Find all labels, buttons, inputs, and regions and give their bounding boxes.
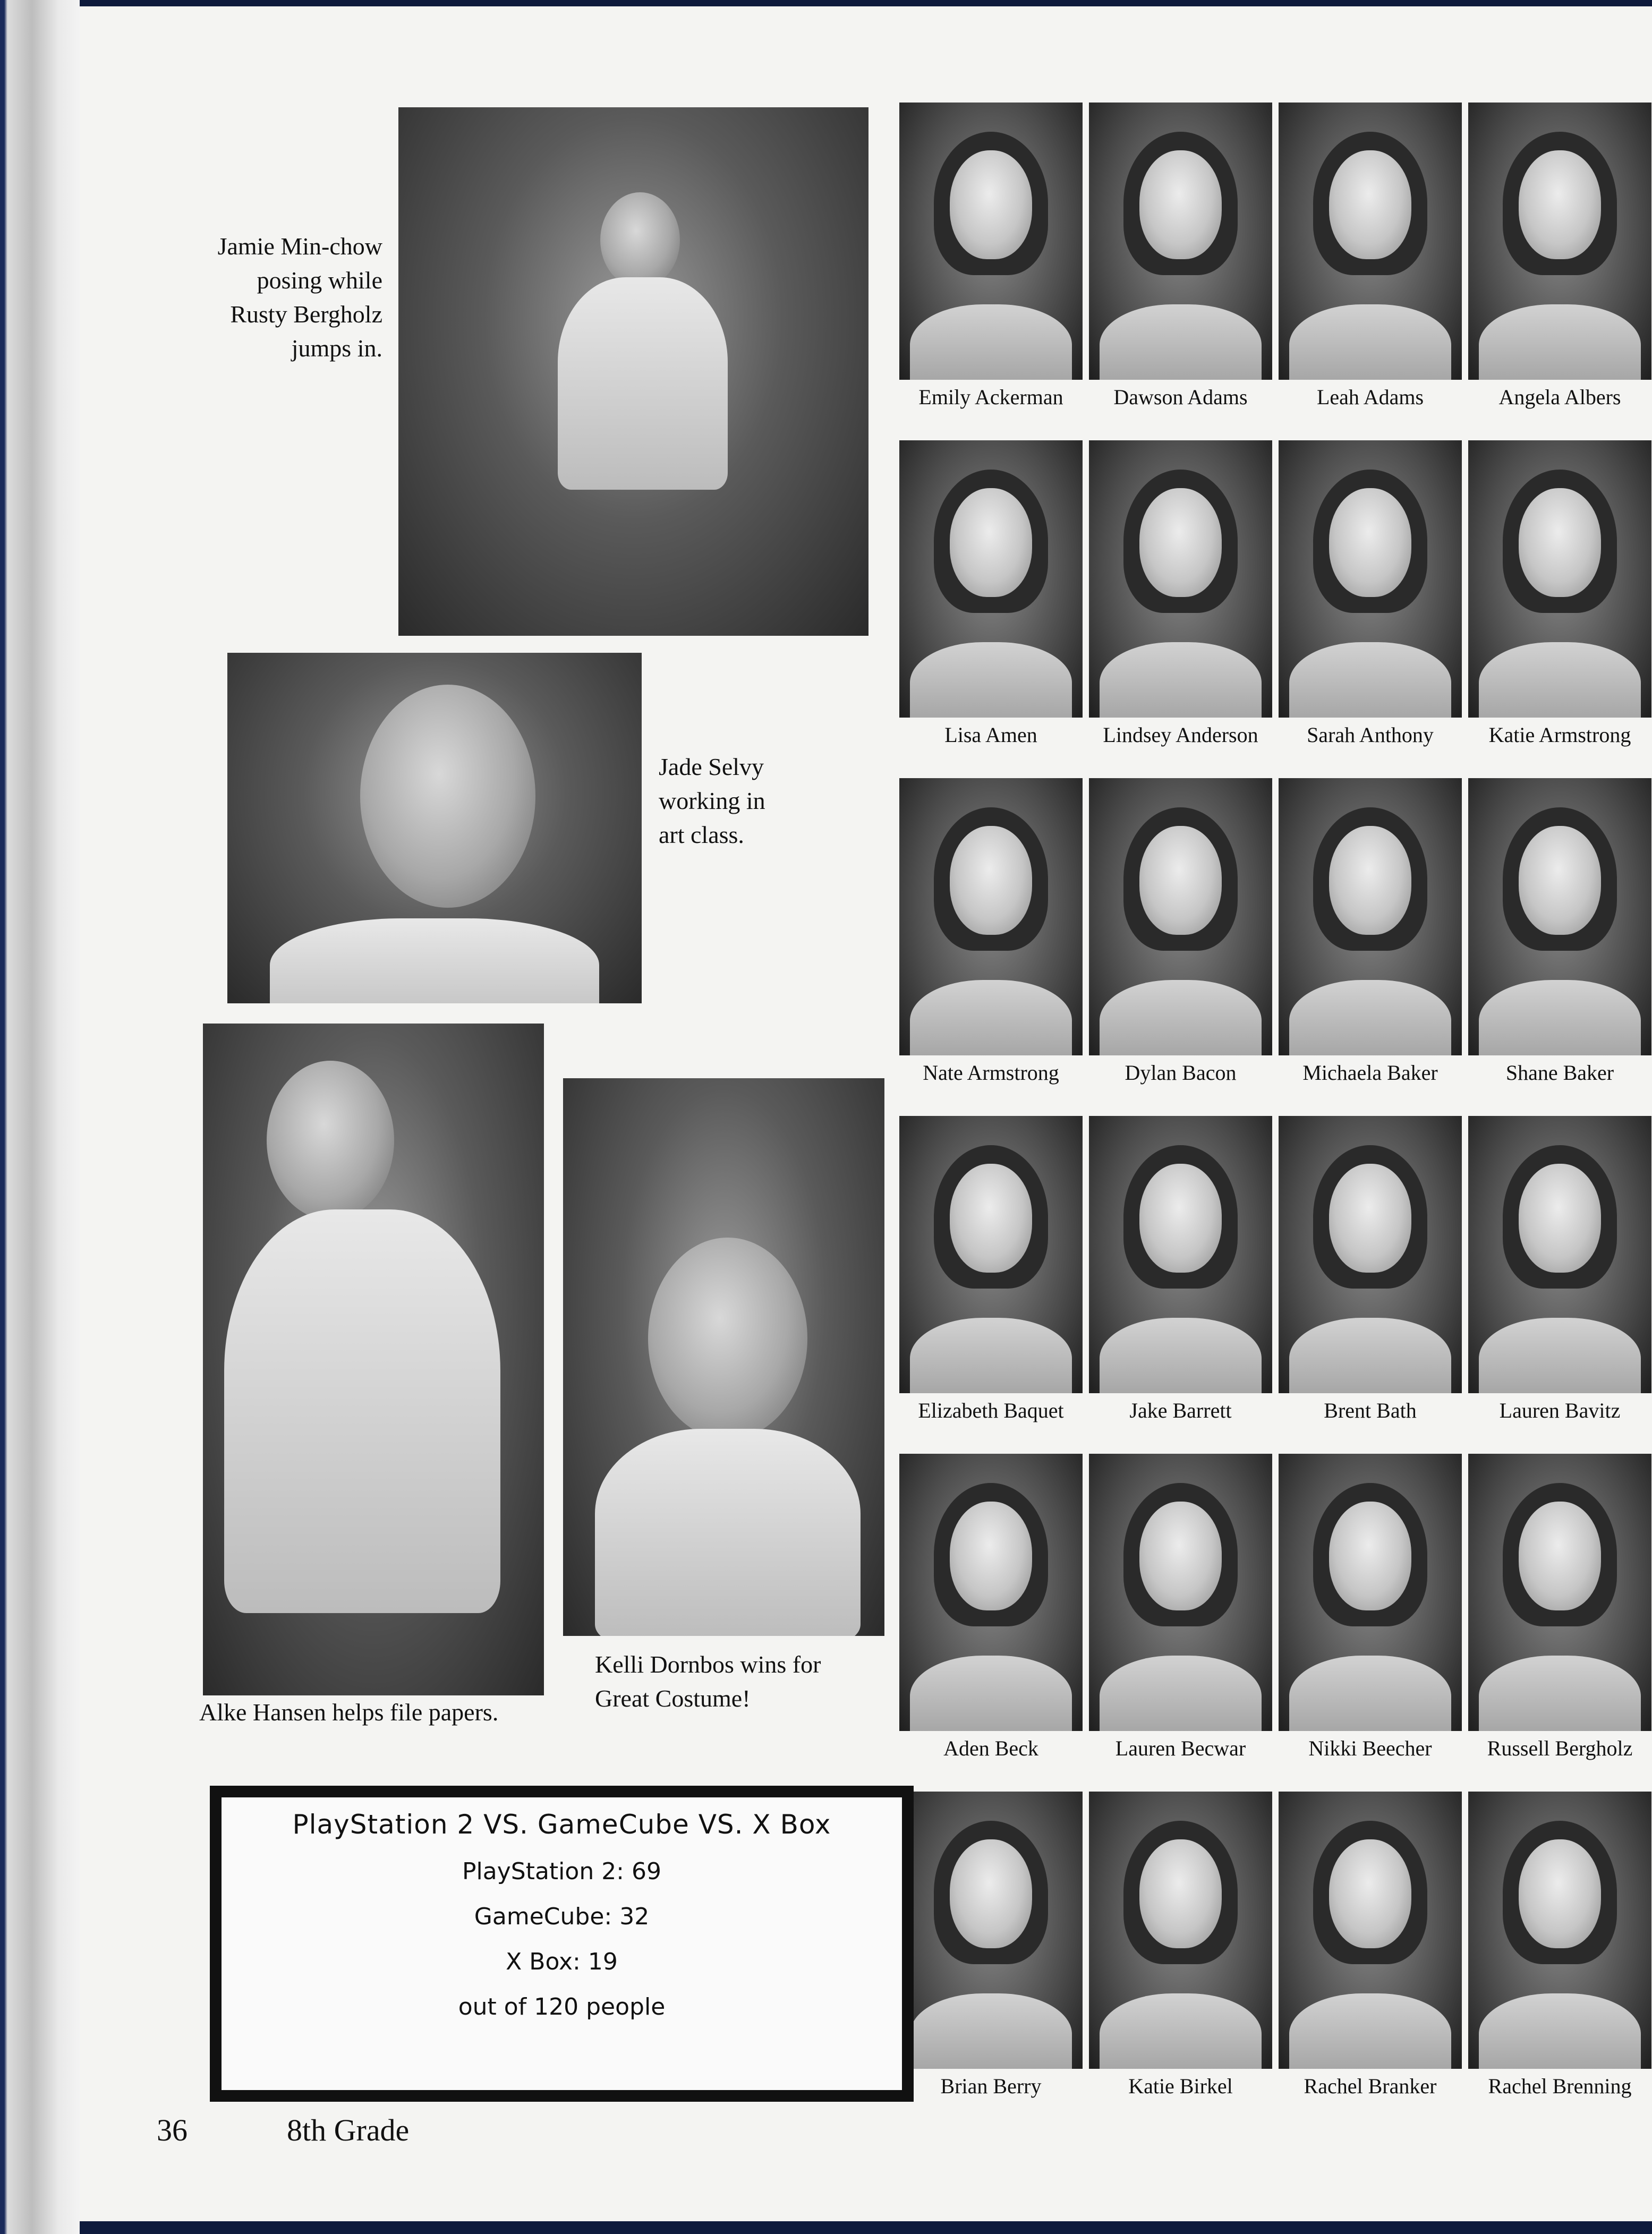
portrait-name: Lindsey Anderson: [1103, 723, 1258, 747]
page-number: 36: [157, 2113, 188, 2147]
portrait-tile: [899, 1792, 1083, 2110]
portrait-tile: [1279, 1454, 1462, 1772]
portrait-tile: [1468, 440, 1651, 759]
portrait-tile: [1468, 778, 1651, 1097]
poll-line: GameCube: 32: [474, 1903, 650, 1930]
yearbook-page: [80, 6, 1652, 2221]
portrait-photo: [1089, 778, 1272, 1055]
book-spine: [0, 0, 80, 2234]
portrait-photo: [1468, 1792, 1651, 2069]
portrait-name: Angela Albers: [1498, 385, 1621, 409]
portrait-tile: [1089, 1792, 1272, 2110]
portrait-tile: [899, 1116, 1083, 1435]
portrait-tile: [1089, 1116, 1272, 1435]
portrait-tile: [899, 778, 1083, 1097]
portrait-photo: [1279, 1454, 1462, 1731]
caption-kelli: Kelli Dornbos wins for Great Costume!: [595, 1651, 821, 1712]
portrait-photo: [1089, 1792, 1272, 2069]
portrait-tile: [1279, 440, 1462, 759]
section-title: 8th Grade: [287, 2113, 410, 2147]
portrait-tile: [1279, 1116, 1462, 1435]
poll-line: out of 120 people: [458, 1993, 666, 2020]
caption-jamie: Jamie Min-chow posing while Rusty Bergholz jumps in.: [217, 233, 382, 362]
poll-line: PlayStation 2: 69: [462, 1858, 661, 1885]
portrait-name: Michaela Baker: [1302, 1061, 1438, 1085]
portrait-photo: [1468, 103, 1651, 380]
poll-title: PlayStation 2 VS. GameCube VS. X Box: [292, 1809, 831, 1840]
portrait-tile: [1089, 440, 1272, 759]
portrait-photo: [899, 1116, 1083, 1393]
portrait-name: Dawson Adams: [1113, 385, 1248, 409]
portrait-tile: [1089, 103, 1272, 421]
portrait-name: Lauren Bavitz: [1499, 1399, 1621, 1422]
portrait-tile: [1279, 1792, 1462, 2110]
portrait-name: Lauren Becwar: [1115, 1736, 1246, 1760]
poll-box: [210, 1786, 914, 2102]
portrait-name: Emily Ackerman: [918, 385, 1063, 409]
poll-line: X Box: 19: [506, 1948, 618, 1975]
caption-jade: Jade Selvy working in art class.: [659, 753, 765, 848]
portrait-name: Elizabeth Baquet: [918, 1399, 1064, 1422]
caption-alke: Alke Hansen helps file papers.: [199, 1699, 499, 1726]
portrait-photo: [1089, 1116, 1272, 1393]
portrait-name: Brent Bath: [1324, 1399, 1417, 1422]
portrait-photo: [1279, 440, 1462, 718]
portrait-name: Leah Adams: [1316, 385, 1424, 409]
portrait-tile: [1089, 1454, 1272, 1772]
portrait-photo: [899, 1454, 1083, 1731]
photo-jamie: [398, 107, 868, 636]
portrait-name: Aden Beck: [943, 1736, 1038, 1760]
portrait-name: Nate Armstrong: [923, 1061, 1059, 1085]
portrait-name: Shane Baker: [1505, 1061, 1614, 1085]
portrait-photo: [1089, 103, 1272, 380]
portrait-tile: [1468, 1116, 1651, 1435]
portrait-name: Katie Birkel: [1128, 2074, 1233, 2098]
portrait-grid: [899, 103, 1652, 2121]
portrait-name: Dylan Bacon: [1125, 1061, 1237, 1085]
portrait-photo: [1279, 778, 1462, 1055]
portrait-photo: [899, 440, 1083, 718]
photo-kelli: [563, 1078, 884, 1636]
portrait-photo: [1279, 1116, 1462, 1393]
portrait-photo: [899, 778, 1083, 1055]
portrait-photo: [1468, 1454, 1651, 1731]
portrait-photo: [1468, 778, 1651, 1055]
portrait-name: Katie Armstrong: [1488, 723, 1631, 747]
portrait-tile: [1279, 778, 1462, 1097]
portrait-tile: [1089, 778, 1272, 1097]
portrait-tile: [1279, 103, 1462, 421]
portrait-name: Rachel Branker: [1304, 2074, 1437, 2098]
portrait-tile: [899, 440, 1083, 759]
portrait-photo: [1089, 440, 1272, 718]
portrait-photo: [1468, 1116, 1651, 1393]
portrait-name: Lisa Amen: [944, 723, 1037, 747]
portrait-photo: [899, 103, 1083, 380]
portrait-tile: [1468, 103, 1651, 421]
portrait-tile: [1468, 1454, 1651, 1772]
photo-alke: [203, 1024, 544, 1695]
portrait-name: Rachel Brenning: [1488, 2074, 1632, 2098]
portrait-tile: [1468, 1792, 1651, 2110]
portrait-tile: [899, 1454, 1083, 1772]
portrait-name: Brian Berry: [940, 2074, 1042, 2098]
portrait-photo: [1468, 440, 1651, 718]
portrait-name: Sarah Anthony: [1307, 723, 1434, 747]
photo-jade: [227, 653, 642, 1003]
portrait-name: Russell Bergholz: [1487, 1736, 1633, 1760]
portrait-tile: [899, 103, 1083, 421]
portrait-photo: [899, 1792, 1083, 2069]
portrait-photo: [1279, 103, 1462, 380]
portrait-photo: [1089, 1454, 1272, 1731]
portrait-name: Jake Barrett: [1129, 1399, 1232, 1422]
portrait-name: Nikki Beecher: [1308, 1736, 1432, 1760]
portrait-photo: [1279, 1792, 1462, 2069]
